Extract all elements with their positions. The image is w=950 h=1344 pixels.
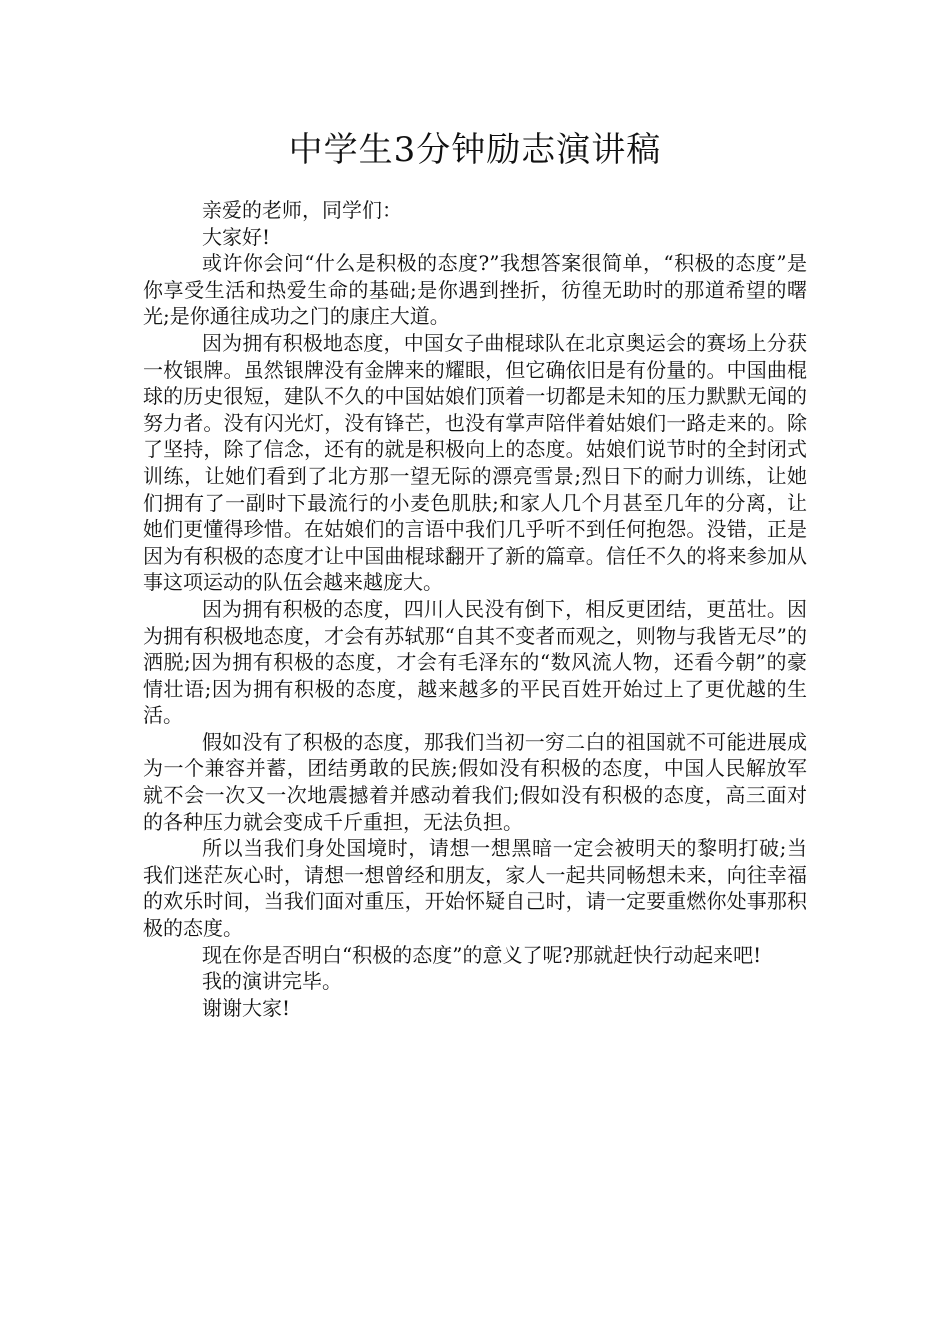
document-title: 中学生3分钟励志演讲稿	[288, 130, 662, 170]
paragraph-greeting: 大家好!	[202, 224, 271, 249]
paragraph-body: 或许你会问“什么是积极的态度?”我想答案很简单，“积极的态度”是你享受生活和热爱生命的基础;是你遇到挫折，彷徨无助时的那道希望的曙光;是你通往成功之门的康庄大道。	[143, 251, 807, 329]
paragraph-salutation: 亲爱的老师，同学们：	[202, 198, 402, 222]
paragraph-body: 现在你是否明白“积极的态度”的意义了呢?那就赶快行动起来吧!	[202, 942, 762, 967]
paragraph-body: 因为拥有积极地态度，中国女子曲棍球队在北京奥运会的赛场上分获一枚银牌。虽然银牌没有金牌来的耀眼，但它确依旧是有份量的。中国曲棍球的历史很短，建队不久的中国姑娘们顶着一切都是未知的压力默默无闻的努力者。没有闪光灯，没有锋芒，也没有掌声陪伴着姑娘们一路走来的。除了坚持，除了信念，还有的就是积极向上的态度。姑娘们说节时的全封闭式训练，让她们看到了北方那一望无际的漂亮雪景;烈日下的耐力训练，让她们拥有了一副时下最流行的小麦色肌肤;和家人几个月甚至几年的分离，让她们更懂得珍惜。在姑娘们的言语中我们几乎听不到任何抱怨。没错，正是因为有积极的态度才让中国曲棍球翻开了新的篇章。信任不久的将来参加从事这项运动的队伍会越来越庞大。	[143, 330, 807, 595]
paragraph-closing: 我的演讲完毕。	[202, 969, 342, 994]
paragraph-body: 因为拥有积极的态度，四川人民没有倒下，相反更团结，更茁壮。因为拥有积极地态度，才会有苏轼那“自其不变者而观之，则物与我皆无尽”的洒脱;因为拥有积极的态度，才会有毛泽东的“数风流人物，还看今朝”的豪情壮语;因为拥有积极的态度，越来越多的平民百姓开始过上了更优越的生活。	[143, 596, 807, 728]
paragraph-body: 所以当我们身处国境时，请想一想黑暗一定会被明天的黎明打破;当我们迷茫灰心时，请想一想曾经和朋友，家人一起共同畅想未来，向往幸福的欢乐时间，当我们面对重压，开始怀疑自己时，请一定要重燃你处事那积极的态度。	[143, 836, 807, 941]
document-body	[143, 197, 807, 1021]
paragraph-thanks: 谢谢大家!	[202, 995, 291, 1020]
paragraph-body: 假如没有了积极的态度，那我们当初一穷二白的祖国就不可能进展成为一个兼容并蓄，团结勇敢的民族;假如没有积极的态度，中国人民解放军就不会一次又一次地震撼着并感动着我们;假如没有积极的态度，高三面对的各种压力就会变成千斤重担，无法负担。	[143, 729, 807, 834]
